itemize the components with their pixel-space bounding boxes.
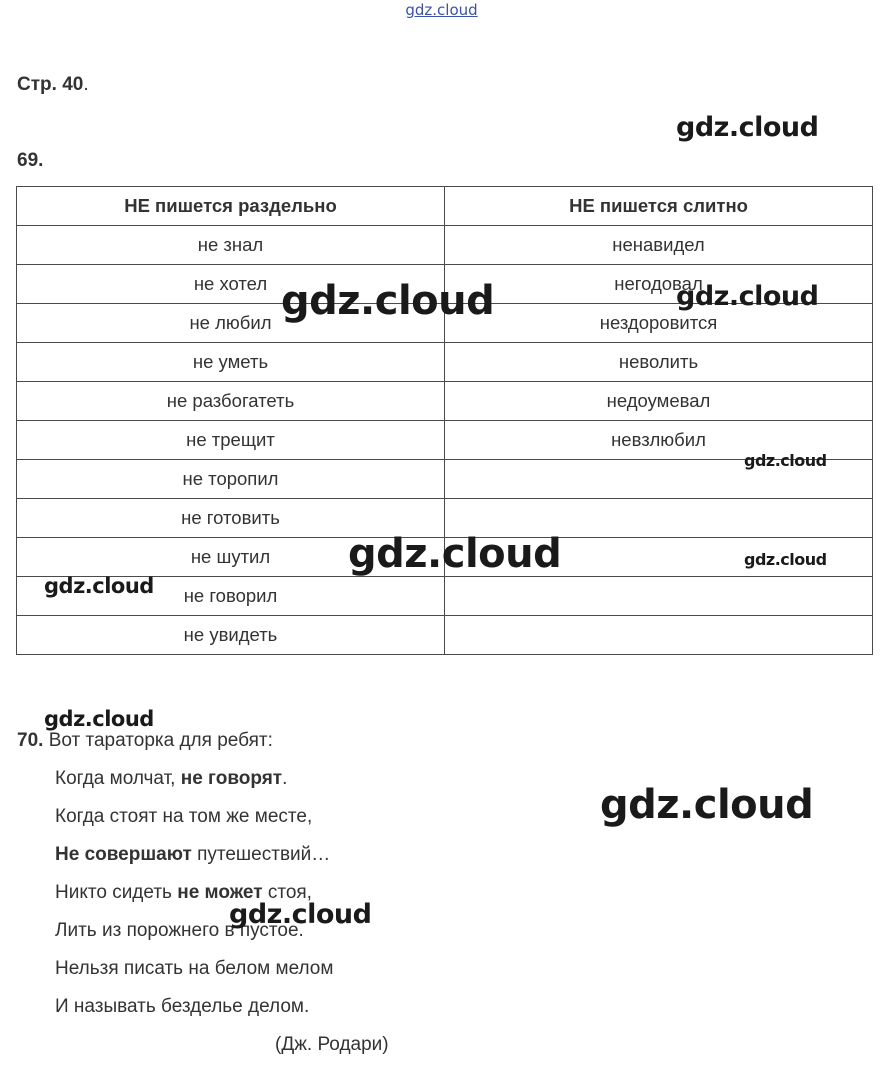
watermark: gdz.cloud: [44, 707, 154, 731]
page-reference-dot: .: [83, 74, 89, 95]
watermark: gdz.cloud: [281, 278, 495, 324]
cell-separate: не шутил: [17, 538, 445, 577]
exercise-70-number: 70.: [17, 730, 44, 751]
cell-joined: невзлюбил: [445, 421, 873, 460]
cell-separate: не увидеть: [17, 616, 445, 655]
poem-line-bold: не может: [177, 882, 263, 903]
poem-line-pre: И называть безделье делом.: [55, 996, 310, 1017]
poem-line-pre: Нельзя писать на белом мелом: [55, 958, 334, 979]
cell-separate: не трещит: [17, 421, 445, 460]
poem-line: [55, 996, 309, 1018]
page-reference-label: Стр. 40: [17, 74, 84, 95]
cell-joined: негодовал: [445, 265, 873, 304]
cell-joined: неволить: [445, 343, 873, 382]
cell-joined: ненавидел: [445, 226, 873, 265]
poem-line-pre: Лить из порожнего в пустое.: [55, 920, 304, 941]
poem-line-pre: Когда стоят на том же месте,: [55, 806, 313, 827]
cell-joined: недоумевал: [445, 382, 873, 421]
cell-separate: не знал: [17, 226, 445, 265]
exercise-69-number: 69.: [17, 150, 44, 171]
cell-separate: не торопил: [17, 460, 445, 499]
table-row: [17, 343, 873, 382]
table-row: [17, 616, 873, 655]
watermark: gdz.cloud: [348, 531, 562, 577]
column-header-separate: НЕ пишется раздельно: [17, 187, 445, 226]
watermark: gdz.cloud: [229, 899, 372, 930]
watermark: gdz.cloud: [744, 451, 827, 470]
cell-separate: не хотел: [17, 265, 445, 304]
poem-line: [55, 958, 333, 980]
cell-separate: не уметь: [17, 343, 445, 382]
poem-line-pre: Когда молчат,: [55, 768, 181, 789]
poem-line-post: путешествий…: [191, 844, 331, 865]
poem-line: [55, 768, 287, 790]
cell-separate: не говорил: [17, 577, 445, 616]
poem-line-pre: Никто сидеть: [55, 882, 178, 903]
watermark: gdz.cloud: [744, 550, 827, 569]
poem-line-post: стоя,: [262, 882, 312, 903]
cell-separate: не разбогатеть: [17, 382, 445, 421]
table-row: [17, 382, 873, 421]
cell-joined: нездоровится: [445, 304, 873, 343]
cell-separate: не любил: [17, 304, 445, 343]
watermark: gdz.cloud: [44, 574, 154, 598]
exercise-70-heading: [17, 730, 273, 752]
poem-line: [55, 844, 330, 866]
watermark: gdz.cloud: [676, 112, 819, 143]
page-reference: [17, 74, 89, 96]
poem-line-bold: Не совершают: [55, 844, 192, 865]
cell-joined: [445, 577, 873, 616]
header-watermark-link[interactable]: gdz.cloud: [405, 1, 478, 19]
cell-separate: не готовить: [17, 499, 445, 538]
poem-line-bold: не говорят: [180, 768, 283, 789]
table-header-row: [17, 187, 873, 226]
watermark: gdz.cloud: [676, 281, 819, 312]
table-row: [17, 226, 873, 265]
column-header-joined: НЕ пишется слитно: [445, 187, 873, 226]
exercise-70-intro: Вот тараторка для ребят:: [43, 730, 273, 751]
poem-line-post: .: [282, 768, 288, 789]
cell-joined: [445, 616, 873, 655]
poem-line: [55, 806, 312, 828]
watermark: gdz.cloud: [600, 782, 814, 828]
poem-author: (Дж. Родари): [275, 1034, 389, 1055]
